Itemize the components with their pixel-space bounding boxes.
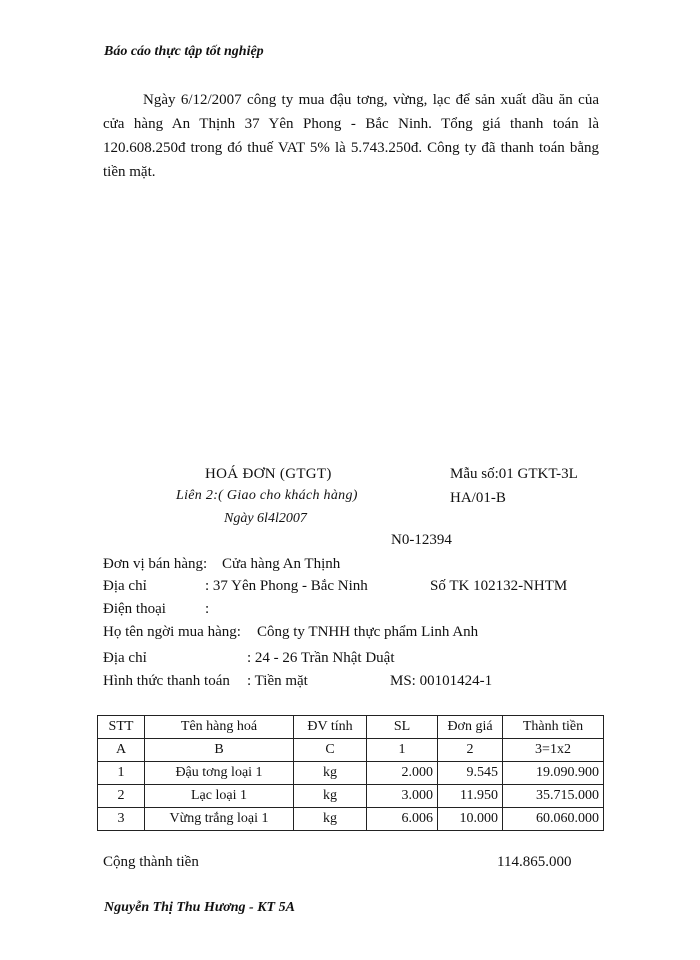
header-unit-price: Đơn giá [438, 716, 503, 739]
account-number: Số TK 102132-NHTM [430, 578, 568, 594]
row-stt: 2 [98, 785, 145, 808]
author-footer: Nguyễn Thị Thu Hương - KT 5A [104, 900, 295, 915]
form-number: Mẫu số:01 GTKT-3L [450, 466, 578, 482]
invoice-symbol: HA/01-B [450, 490, 506, 506]
tax-code: MS: 00101424-1 [390, 673, 493, 689]
table-code-row [98, 739, 604, 762]
row-quantity: 3.000 [367, 785, 438, 808]
header-quantity: SL [367, 716, 438, 739]
code-cell: 3=1x2 [503, 739, 604, 762]
row-unit-price: 10.000 [438, 808, 503, 831]
row-unit: kg [294, 808, 367, 831]
table-row [98, 808, 604, 831]
code-cell: 1 [367, 739, 438, 762]
row-quantity: 6.006 [367, 808, 438, 831]
row-amount: 60.060.000 [503, 808, 604, 831]
row-item-name: Lạc loại 1 [145, 785, 294, 808]
payment-label: Hình thức thanh toán [103, 673, 230, 689]
seller-address-value: : 37 Yên Phong - Bắc Ninh [205, 578, 368, 594]
buyer-value: Công ty TNHH thực phẩm Linh Anh [257, 624, 479, 640]
table-row [98, 785, 604, 808]
invoice-title: HOÁ ĐƠN (GTGT) [205, 466, 332, 482]
invoice-serial: N0-12394 [391, 532, 452, 548]
row-amount: 19.090.900 [503, 762, 604, 785]
table-row [98, 762, 604, 785]
row-quantity: 2.000 [367, 762, 438, 785]
payment-value: : Tiền mặt [247, 673, 308, 689]
total-label: Cộng thành tiền [103, 854, 199, 870]
row-unit: kg [294, 785, 367, 808]
seller-address-label: Địa chỉ [103, 578, 147, 594]
seller-value: Cửa hàng An Thịnh [222, 556, 341, 572]
table-header-row [98, 716, 604, 739]
phone-label: Điện thoại [103, 601, 166, 617]
buyer-label: Họ tên ngời mua hàng: [103, 624, 241, 640]
code-cell: B [145, 739, 294, 762]
invoice-date: Ngày 6l4l2007 [224, 511, 307, 526]
row-unit-price: 9.545 [438, 762, 503, 785]
buyer-address-label: Địa chỉ [103, 650, 147, 666]
buyer-address-value: : 24 - 26 Trần Nhật Duật [247, 650, 395, 666]
row-unit-price: 11.950 [438, 785, 503, 808]
paragraph-text: Ngày 6/12/2007 công ty mua đậu tơng, vừng, lạc để sản xuất dầu ăn của cửa hàng An Thịnh 37 Yên Phong - Bắc Ninh. Tổng giá thanh toán là 120.608.250đ trong đó thuế VAT 5% là 5.743.250đ. Công ty đã thanh toán bằng tiền mặt. [103, 92, 599, 180]
row-stt: 3 [98, 808, 145, 831]
code-cell: 2 [438, 739, 503, 762]
row-item-name: Vừng trắng loại 1 [145, 808, 294, 831]
invoice-table [97, 715, 604, 831]
row-unit: kg [294, 762, 367, 785]
page-header: Báo cáo thực tập tốt nghiệp [104, 44, 264, 59]
code-cell: A [98, 739, 145, 762]
row-stt: 1 [98, 762, 145, 785]
row-amount: 35.715.000 [503, 785, 604, 808]
total-value: 114.865.000 [497, 854, 572, 870]
intro-paragraph [103, 88, 599, 184]
header-stt: STT [98, 716, 145, 739]
code-cell: C [294, 739, 367, 762]
header-amount: Thành tiền [503, 716, 604, 739]
row-item-name: Đậu tơng loại 1 [145, 762, 294, 785]
header-item-name: Tên hàng hoá [145, 716, 294, 739]
phone-value: : [205, 601, 210, 617]
header-unit: ĐV tính [294, 716, 367, 739]
seller-label: Đơn vị bán hàng: [103, 556, 208, 572]
invoice-copy: Liên 2:( Giao cho khách hàng) [176, 488, 358, 503]
